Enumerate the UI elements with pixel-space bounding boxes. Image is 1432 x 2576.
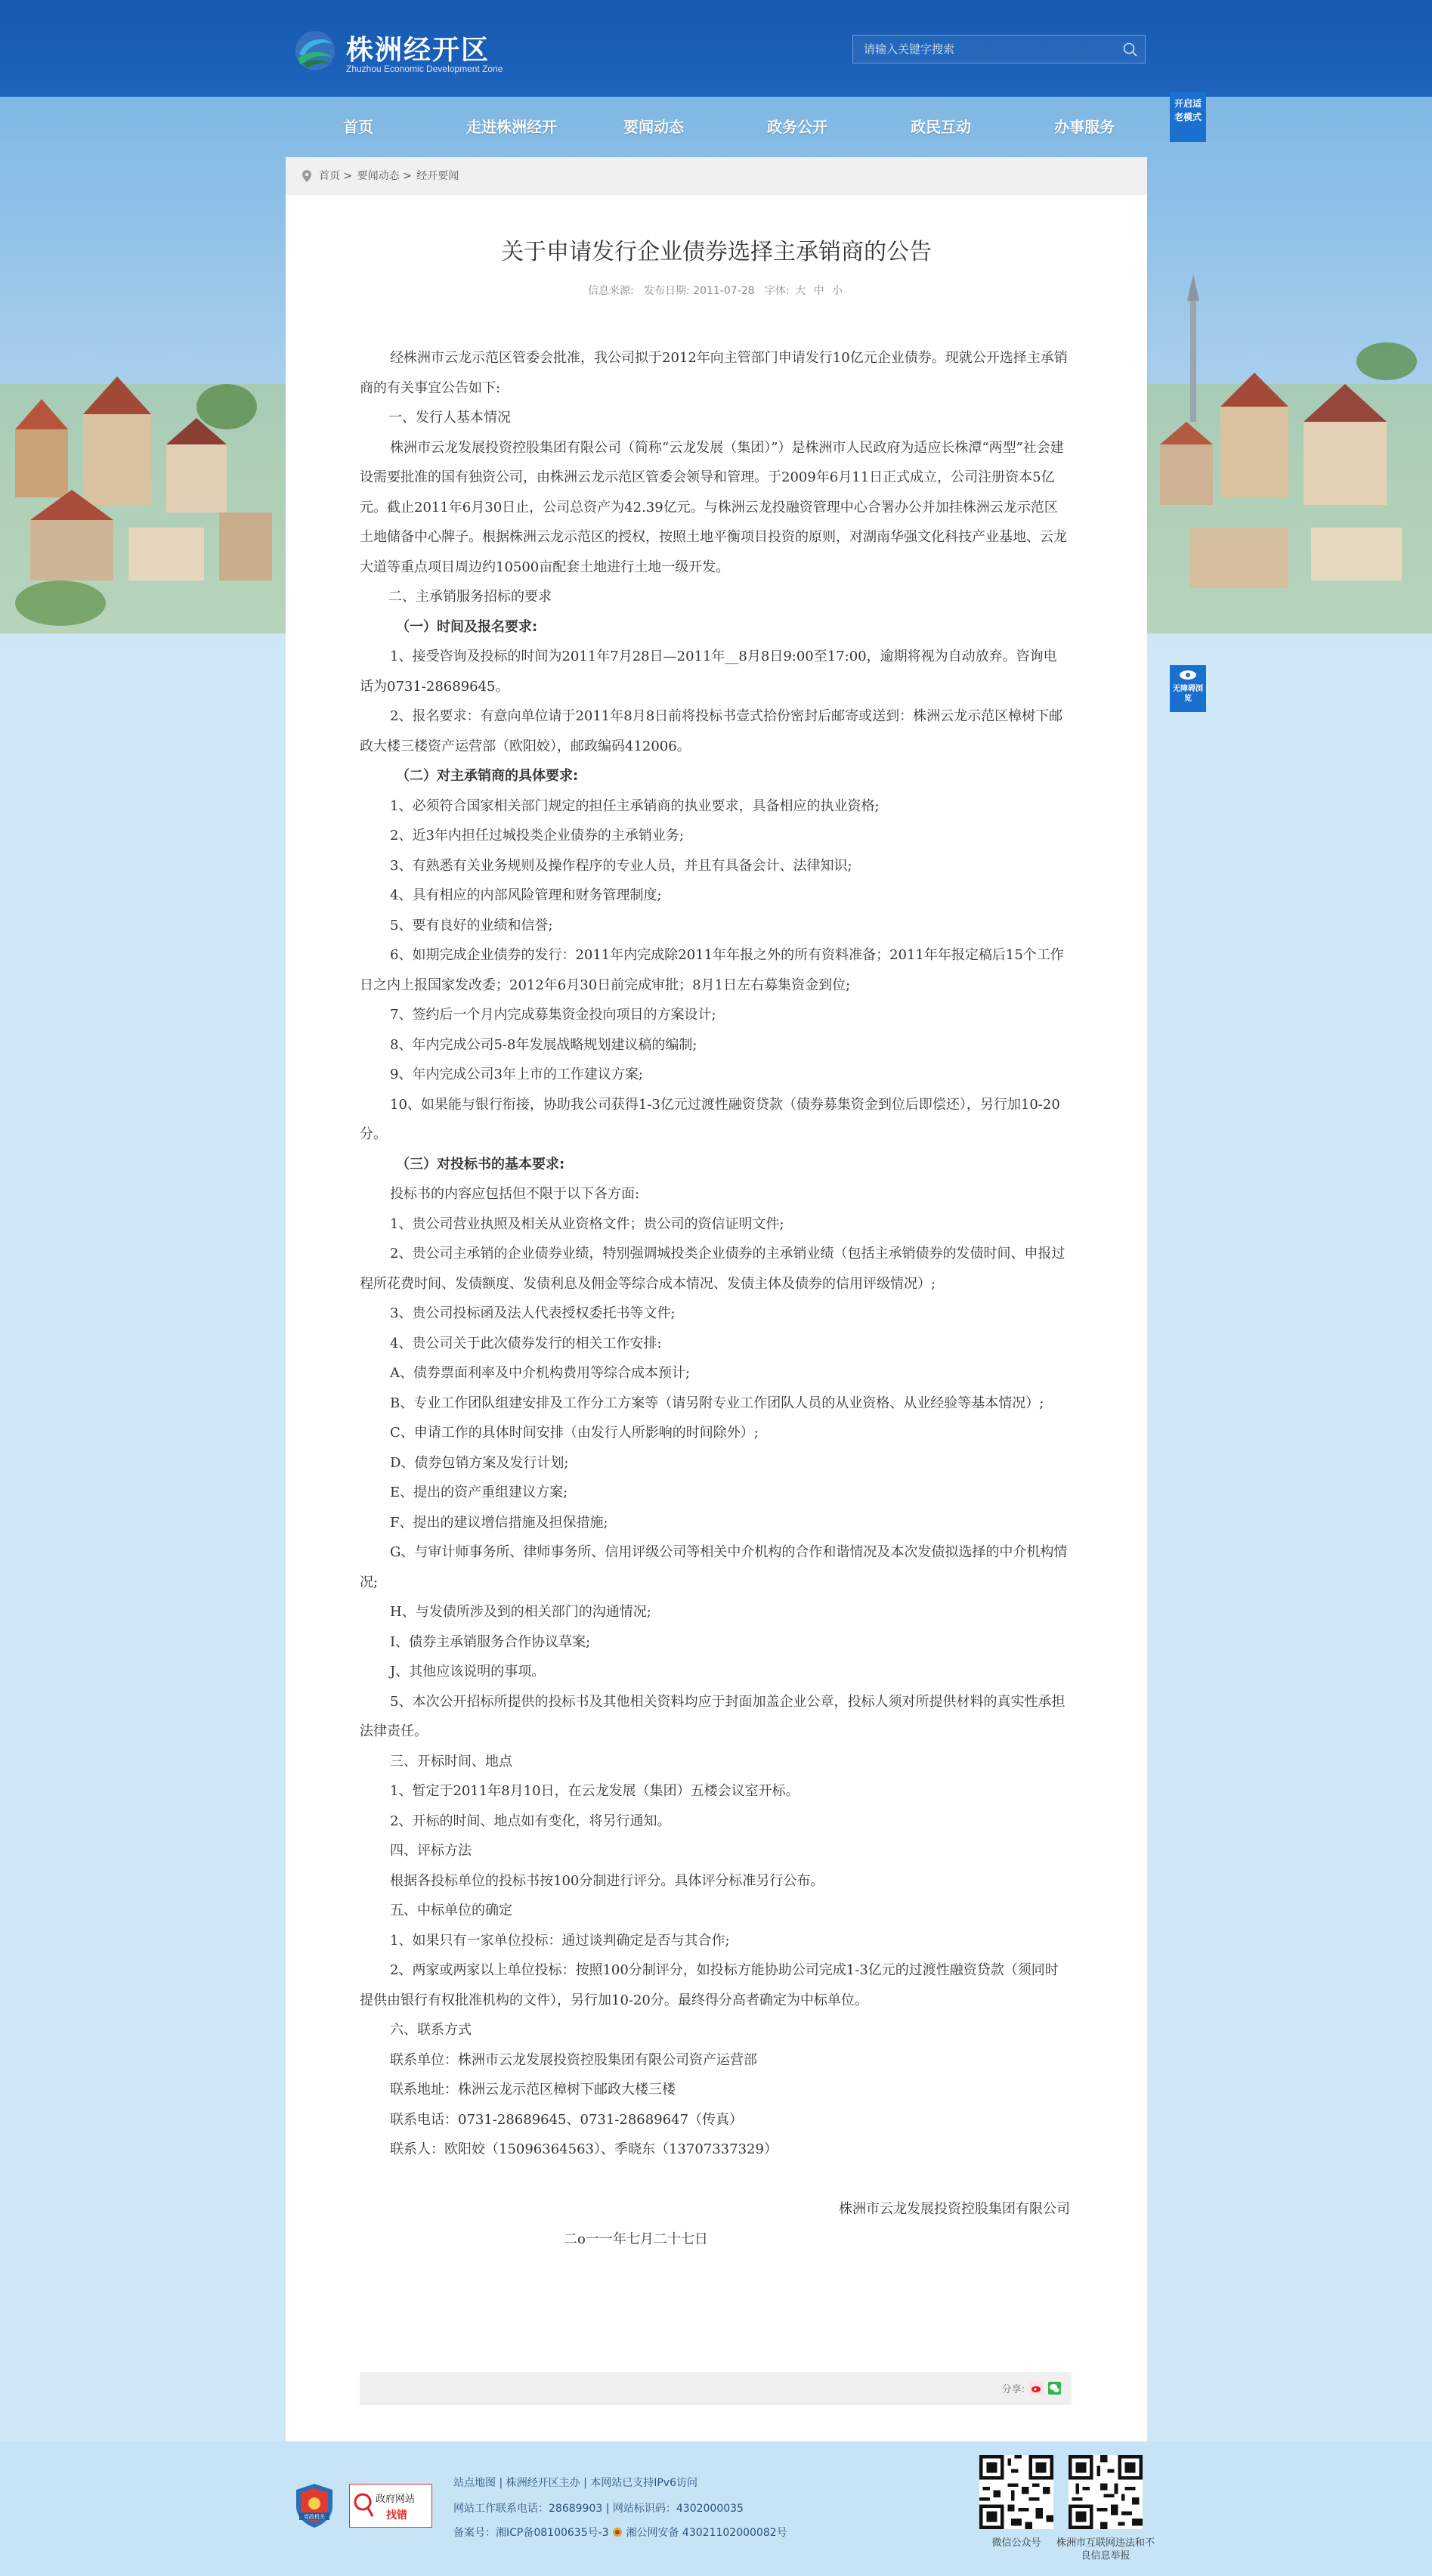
font-size-large[interactable]: 大	[795, 285, 806, 297]
weibo-share-icon[interactable]	[1030, 2382, 1043, 2395]
article-paragraph: 4、贵公司关于此次债券发行的相关工作安排:	[390, 1335, 662, 1351]
font-size-small[interactable]: 小	[832, 285, 843, 297]
article-paragraph: 9、年内完成公司3年上市的工作建议方案;	[390, 1067, 643, 1082]
article-paragraph: D、债券包销方案及发行计划;	[390, 1454, 569, 1471]
logo-swirl-icon	[293, 29, 337, 73]
icp-record-link[interactable]: 备案号：湘ICP备08100635号-3	[453, 2527, 609, 2539]
article-paragraph: 10、如果能与银行衔接，协助我公司获得1-3亿元过渡性融资贷款（债券募集资金到位后即偿还），另行加10-20分。	[360, 1096, 1060, 1142]
article-paragraph: 1、必须符合国家相关部门规定的担任主承销商的执业要求，具备相应的执业资格;	[390, 797, 880, 814]
nav-item-news[interactable]: 要闻动态	[623, 118, 684, 136]
footer-links-text[interactable]: 站点地图 | 株洲经开区主办 | 本网站已支持IPv6访问	[453, 2477, 697, 2489]
search-input[interactable]	[853, 36, 1103, 63]
article-paragraph: 二o一一年七月二十七日	[564, 2231, 708, 2247]
article-paragraph: 7、签约后一个月内完成募集资金投向项目的方案设计;	[390, 1007, 716, 1023]
article-paragraph: 2、两家或两家以上单位投标：按照100分制评分，如投标方能协助公司完成1-3亿元的过渡性融资贷款（须同时提供由银行有权批准机构的文件），另行加10-20分。最终得分高者确定为中标单位。	[360, 1962, 1059, 2008]
town-scenery-left-image	[0, 271, 287, 724]
article-paragraph: 2、报名要求：有意向单位请于2011年8月8日前将投标书壹式拾份密封后邮寄或送到：株洲云龙示范区樟树下邮政大楼三楼资产运营部（欧阳姣），邮政编码412006。	[360, 708, 1063, 754]
article-paragraph: （一）时间及报名要求:	[396, 618, 538, 635]
search-box	[852, 35, 1146, 63]
footer-links[interactable]	[453, 2475, 697, 2490]
article-title: 关于申请发行企业债券选择主承销商的公告	[501, 239, 932, 265]
police-record-link[interactable]: 湘公网安备 43021102000082号	[626, 2527, 787, 2539]
article-paragraph: B、专业工作团队组建安排及工作分工方案等（请另附专业工作团队人员的从业资格、从业经验等基本情况）;	[390, 1395, 1044, 1411]
article-paragraph: 2、贵公司主承销的企业债券业绩，特别强调城投类企业债券的主承销业绩（包括主承销债券的发债时间、申报过程所花费时间、发债额度、发债利息及佣金等综合成本情况、发债主体及债券的信用评级情况）;	[360, 1246, 1065, 1292]
accessibility-label: 无障碍浏览	[1173, 685, 1203, 703]
error-box-line1: 政府网站	[376, 2494, 416, 2505]
article-paragraph: 株洲市云龙发展投资控股集团有限公司	[839, 2201, 1070, 2217]
location-pin-icon	[302, 170, 311, 182]
nav-item-about[interactable]: 走进株洲经开	[466, 118, 557, 136]
article-paragraph: 五、中标单位的确定	[390, 1903, 512, 1918]
breadcrumb-home[interactable]: 首页	[319, 170, 340, 182]
care-mode-label: 开启适老模式	[1174, 98, 1202, 122]
nav-item-home[interactable]: 首页	[343, 118, 373, 136]
breadcrumb-news[interactable]: 要闻动态	[357, 170, 400, 182]
article-paragraph: 经株洲市云龙示范区管委会批准，我公司拟于2012年向主管部门申请发行10亿元企业债券。现就公开选择主承销商的有关事宜公告如下:	[360, 350, 1068, 396]
article-paragraph: （二）对主承销商的具体要求:	[396, 768, 579, 784]
article-paragraph: 2、近3年内担任过城投类企业债券的主承销业务;	[390, 828, 684, 844]
nav-item-interaction[interactable]: 政民互动	[911, 118, 971, 136]
meta-date: 发布日期: 2011-07-28	[644, 285, 755, 297]
article-paragraph: C、申请工作的具体时间安排（由发行人所影响的时间除外）;	[390, 1425, 759, 1441]
magnifier-icon	[353, 2491, 374, 2521]
breadcrumb-separator: >	[343, 170, 356, 182]
article-paragraph: 1、如果只有一家单位投标：通过谈判确定是否与其合作;	[390, 1932, 730, 1949]
wechat-qr-code-image	[979, 2455, 1053, 2529]
article-paragraph: 6、如期完成企业债券的发行：2011年内完成除2011年年报之外的所有资料准备；2011年年报定稿后15个工作日之内上报国家发改委；2012年6月30日前完成审批；8月1日左右募集资金到位;	[360, 947, 1064, 993]
breadcrumb-current[interactable]: 经开要闻	[416, 170, 459, 182]
article-body	[360, 343, 1070, 2254]
main-nav	[287, 97, 1149, 157]
article-card	[286, 157, 1147, 2441]
article-paragraph: 二、主承销服务招标的要求	[388, 589, 552, 605]
qr1-label: 微信公众号	[991, 2537, 1041, 2549]
report-qr-code-image	[1069, 2455, 1143, 2529]
breadcrumb	[286, 157, 1147, 195]
party-government-badge-icon[interactable]	[293, 2482, 336, 2529]
nav-item-open-government[interactable]: 政务公开	[767, 118, 827, 136]
article-paragraph: 投标书的内容应包括但不限于以下各方面:	[390, 1186, 640, 1202]
article-paragraph: 四、评标方法	[390, 1843, 472, 1859]
town-scenery-right-image	[1145, 271, 1432, 724]
search-icon[interactable]	[1122, 42, 1139, 58]
footer-record	[453, 2525, 787, 2540]
article-paragraph: 4、具有相应的内部风险管理和财务管理制度;	[390, 887, 662, 903]
article-paragraph: G、与审计师事务所、律师事务所、信用评级公司等相关中介机构的合作和谐情况及本次发债拟选择的中介机构情况;	[360, 1544, 1068, 1590]
article-paragraph: 1、暂定于2011年8月10日，在云龙发展（集团）五楼会议室开标。	[390, 1783, 800, 1799]
article-paragraph: 联系电话：0731-28689645、0731-28689647（传真）	[390, 2111, 744, 2128]
share-bar	[360, 2372, 1072, 2405]
meta-font-size-label: 字体:	[764, 285, 790, 297]
share-label: 分享:	[1001, 2384, 1025, 2395]
nav-item-services[interactable]: 办事服务	[1054, 118, 1115, 136]
qr2-label: 株洲市互联网违法和不良信息举报	[1056, 2537, 1155, 2562]
article-paragraph: 1、贵公司营业执照及相关从业资格文件；贵公司的资信证明文件;	[390, 1215, 784, 1232]
article-paragraph: A、债券票面利率及中介机构费用等综合成本预计;	[390, 1365, 691, 1381]
article-paragraph: （三）对投标书的基本要求:	[396, 1156, 565, 1172]
footer-contact: 网站工作联系电话：28689903 | 网站标识码：4302000035	[453, 2503, 744, 2515]
logo-subtitle: Zhuzhou Economic Development Zone	[346, 63, 503, 74]
article-paragraph: I、债券主承销服务合作协议草案;	[390, 1633, 591, 1650]
breadcrumb-separator: >	[403, 170, 416, 182]
article-paragraph: 联系人：欧阳姣（15096364563）、季晓东（13707337329）	[390, 2141, 778, 2157]
care-mode-toggle[interactable]	[1170, 92, 1206, 142]
article-paragraph: 联系单位：株洲市云龙发展投资控股集团有限公司资产运营部	[390, 2051, 757, 2068]
site-footer	[0, 2441, 1432, 2576]
accessibility-toggle[interactable]	[1170, 665, 1206, 712]
article-paragraph: H、与发债所涉及到的相关部门的沟通情况;	[390, 1604, 651, 1620]
article-paragraph: 3、贵公司投标函及法人代表授权委托书等文件;	[390, 1305, 676, 1321]
article-paragraph: 根据各投标单位的投标书按100分制进行评分。具体评分标准另行公布。	[390, 1872, 824, 1889]
error-box-line2: 找错	[386, 2509, 407, 2522]
police-emblem-icon	[612, 2527, 623, 2537]
site-logo[interactable]	[293, 27, 543, 80]
wechat-share-icon[interactable]	[1048, 2382, 1061, 2395]
article-paragraph: 联系地址：株洲云龙示范区樟树下邮政大楼三楼	[390, 2082, 676, 2098]
meta-source: 信息来源:	[587, 285, 634, 297]
site-header	[0, 0, 1432, 97]
article-paragraph: E、提出的资产重组建议方案;	[390, 1485, 568, 1500]
article-paragraph: 1、接受咨询及投标的时间为2011年7月28日—2011年__8月8日9:00至17:00，逾期将视为自动放弃。咨询电话为0731-28689645。	[360, 649, 1057, 695]
report-website-error-button[interactable]	[349, 2484, 432, 2528]
logo-title: 株洲经开区	[346, 35, 490, 66]
article-paragraph: 六、联系方式	[390, 2022, 472, 2038]
party-badge-text: 党政机关	[304, 2514, 325, 2520]
article-paragraph: 三、开标时间、地点	[390, 1753, 512, 1769]
article-paragraph	[360, 2165, 1070, 2195]
article-paragraph: 5、本次公开招标所提供的投标书及其他相关资料均应于封面加盖企业公章，投标人须对所提供材料的真实性承担法律责任。	[360, 1693, 1065, 1739]
article-paragraph: 8、年内完成公司5-8年发展战略规划建议稿的编制;	[390, 1036, 697, 1053]
article-paragraph: 5、要有良好的业绩和信誉;	[390, 917, 553, 933]
article-paragraph: 2、开标的时间、地点如有变化，将另行通知。	[390, 1813, 671, 1829]
article-paragraph: 3、有熟悉有关业务规则及操作程序的专业人员，并且有具备会计、法律知识;	[390, 857, 852, 874]
article-paragraph: 株洲市云龙发展投资控股集团有限公司（简称“云龙发展（集团）”）是株洲市人民政府为适应长株潭“两型”社会建设需要批准的国有独资公司，由株洲云龙示范区管委会领导和管理。于2009年6月11日正式成立，公司注册资本5亿元。截止2011年6月30日止，公司总资产为42.39亿元。与株洲云龙投融资管理中心合署办公并加挂株洲云龙示范区土地储备中心牌子。根据株洲云龙示范区的授权，按照土地平衡项目投资的原则，对湖南华强文化科技产业基地、云龙大道等重点项目周边约10500亩配套土地进行土地一级开发。	[360, 439, 1067, 575]
article-paragraph: 一、发行人基本情况	[388, 410, 511, 426]
font-size-medium[interactable]: 中	[813, 285, 824, 297]
article-meta	[286, 283, 1147, 298]
article-paragraph: F、提出的建议增信措施及担保措施;	[390, 1514, 608, 1531]
article-paragraph: J、其他应该说明的事项。	[390, 1664, 546, 1680]
eye-icon	[1179, 670, 1197, 680]
